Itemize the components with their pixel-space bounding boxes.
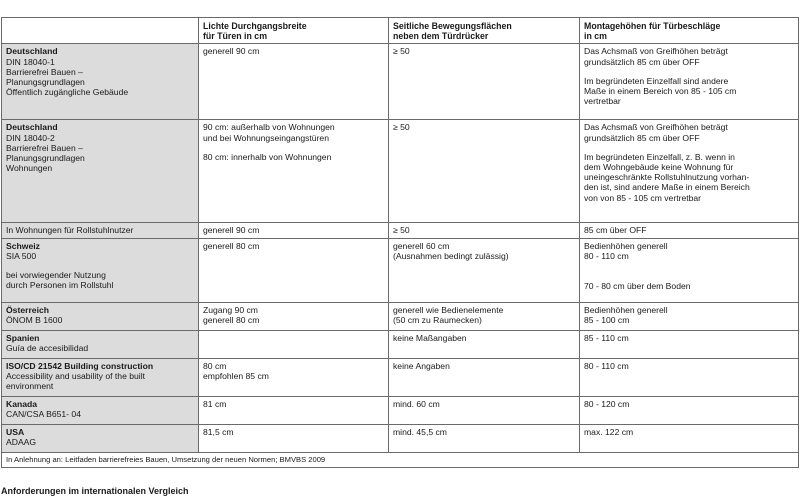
cell-text: Zugang 90 cm	[203, 304, 258, 315]
cell-space	[389, 424, 580, 452]
standard-line: Planungsgrundlagen	[6, 153, 85, 164]
header-text: Montagehöhen für Türbeschläge	[584, 21, 721, 31]
row-label	[2, 120, 199, 223]
cell-text: generell 80 cm	[203, 240, 260, 251]
cell-space	[389, 302, 580, 330]
cell-text: ≥ 50	[393, 122, 410, 133]
standard-line: Barrierefrei Bauen –	[6, 66, 83, 77]
row-label	[2, 396, 199, 424]
row-label	[2, 238, 199, 302]
table-row	[2, 302, 799, 330]
cell-text: uneingeschränkte Rollstuhlnutzung vorhan-	[584, 172, 750, 183]
cell-height	[580, 424, 799, 452]
standard-line: ADAAG	[6, 436, 37, 447]
cell-text: grundsätzlich 85 cm über OFF	[584, 132, 700, 143]
cell-space	[389, 358, 580, 396]
cell-height	[580, 330, 799, 358]
row-label	[2, 302, 199, 330]
header-blank	[2, 18, 199, 44]
standard-line: Guía de accesibilidad	[6, 342, 89, 353]
cell-text: Maße in einem Bereich von 85 - 105 cm	[584, 86, 737, 97]
cell-text: Das Achsmaß von Greifhöhen beträgt	[584, 46, 728, 57]
cell-text: 85 - 110 cm	[584, 332, 629, 343]
cell-text: 85 - 100 cm	[584, 314, 630, 325]
cell-text: von von 85 - 105 cm vertretbar	[584, 192, 702, 203]
country-name: Deutschland	[6, 122, 58, 133]
standard-line: Accessibility and usability of the built	[6, 370, 146, 381]
cell-width	[199, 223, 389, 238]
cell-height	[580, 358, 799, 396]
cell-height	[580, 120, 799, 223]
cell-width	[199, 238, 389, 302]
country-name: Deutschland	[6, 46, 58, 57]
standard-line: Planungsgrundlagen	[6, 77, 85, 88]
cell-text: grundsätzlich 85 cm über OFF	[584, 56, 700, 67]
cell-width	[199, 44, 389, 120]
country-name: Spanien	[6, 332, 40, 343]
cell-width	[199, 396, 389, 424]
row-label	[2, 358, 199, 396]
cell-space	[389, 120, 580, 223]
cell-text: generell wie Bedienelemente	[393, 304, 504, 315]
cell-width	[199, 120, 389, 223]
table-row	[2, 424, 799, 452]
standard-line: durch Personen im Rollstuhl	[6, 280, 114, 291]
cell-height	[580, 302, 799, 330]
cell-text: Bedienhöhen generell	[584, 304, 668, 315]
header-text: in cm	[584, 31, 607, 42]
cell-text: ≥ 50	[393, 46, 410, 57]
header-door-width	[199, 18, 389, 44]
cell-height	[580, 223, 799, 238]
cell-text: keine Maßangaben	[393, 332, 467, 343]
cell-text: 80 cm	[203, 360, 227, 371]
table-row	[2, 358, 799, 396]
footnote-row	[2, 452, 799, 467]
standard-line: environment	[6, 381, 54, 392]
header-mounting-height	[580, 18, 799, 44]
standard-line: Wohnungen	[6, 163, 53, 174]
cell-space	[389, 396, 580, 424]
standard-line: SIA 500	[6, 250, 37, 261]
cell-text: generell 90 cm	[203, 46, 260, 57]
table-caption: Anforderungen im internationalen Vergleich	[1, 486, 189, 496]
header-text: für Türen in cm	[203, 31, 268, 42]
cell-space	[389, 223, 580, 238]
cell-text: und bei Wohnungseingangstüren	[203, 132, 329, 143]
cell-text: 81 cm	[203, 398, 227, 409]
cell-text: generell 80 cm	[203, 314, 260, 325]
row-label	[2, 223, 199, 238]
standard-line: bei vorwiegender Nutzung	[6, 270, 106, 281]
row-label	[2, 424, 199, 452]
standard-line: ÖNOM B 1600	[6, 314, 63, 325]
cell-text: keine Angaben	[393, 360, 450, 371]
cell-space	[389, 330, 580, 358]
table-row	[2, 120, 799, 223]
table-row	[2, 44, 799, 120]
cell-text: In Wohnungen für Rollstuhlnutzer	[6, 225, 134, 236]
table-row	[2, 330, 799, 358]
cell-text: dem Wohngebäude keine Wohnung für	[584, 162, 734, 173]
header-side-space	[389, 18, 580, 44]
cell-text: Im begründeten Einzelfall, z. B. wenn in	[584, 151, 735, 162]
row-label	[2, 44, 199, 120]
cell-text: Im begründeten Einzelfall sind andere	[584, 75, 729, 86]
standard-line: CAN/CSA B651- 04	[6, 408, 81, 419]
comparison-table	[1, 17, 799, 468]
cell-text: mind. 45,5 cm	[393, 426, 447, 437]
cell-width	[199, 330, 389, 358]
table-row	[2, 396, 799, 424]
table-row	[2, 238, 799, 302]
row-label	[2, 330, 199, 358]
cell-text: 81,5 cm	[203, 426, 234, 437]
standard-line: DIN 18040-1	[6, 56, 55, 67]
country-name: Schweiz	[6, 240, 40, 251]
cell-text: 80 - 110 cm	[584, 250, 629, 261]
cell-text: ≥ 50	[393, 225, 410, 236]
country-name: ISO/CD 21542 Building construction	[6, 360, 154, 371]
cell-width	[199, 358, 389, 396]
cell-height	[580, 238, 799, 302]
cell-text: generell 90 cm	[203, 225, 260, 236]
cell-text: mind. 60 cm	[393, 398, 440, 409]
cell-text: 80 cm: innerhalb von Wohnungen	[203, 151, 332, 162]
cell-text: Das Achsmaß von Greifhöhen beträgt	[584, 122, 728, 133]
comparison-table-wrapper	[1, 17, 799, 468]
cell-space	[389, 44, 580, 120]
country-name: Österreich	[6, 304, 49, 315]
standard-line: DIN 18040-2	[6, 132, 55, 143]
cell-text: 90 cm: außerhalb von Wohnungen	[203, 122, 335, 133]
cell-text: Bedienhöhen generell	[584, 240, 668, 251]
header-row	[2, 18, 799, 44]
header-text: Lichte Durchgangsbreite	[203, 21, 307, 31]
country-name: Kanada	[6, 398, 38, 409]
header-text: Seitliche Bewegungsflächen	[393, 21, 512, 31]
cell-text: den ist, sind andere Maße in einem Bereich	[584, 182, 750, 193]
cell-text: 70 - 80 cm über dem Boden	[584, 281, 691, 292]
country-name: USA	[6, 426, 25, 437]
cell-space	[389, 238, 580, 302]
cell-text: generell 60 cm	[393, 240, 450, 251]
cell-text: 85 cm über OFF	[584, 225, 647, 236]
cell-text: (50 cm zu Raumecken)	[393, 314, 482, 325]
table-row	[2, 223, 799, 238]
cell-text: max. 122 cm	[584, 426, 634, 437]
cell-text: vertretbar	[584, 96, 621, 107]
footnote: In Anlehnung an: Leitfaden barrierefreies Bauen, Umsetzung der neuen Normen; BMVBS 2009	[2, 452, 799, 467]
cell-text: empfohlen 85 cm	[203, 370, 269, 381]
standard-line: Öffentlich zugängliche Gebäude	[6, 87, 129, 98]
cell-text: (Ausnahmen bedingt zulässig)	[393, 250, 509, 261]
cell-width	[199, 424, 389, 452]
cell-text: 80 - 120 cm	[584, 398, 630, 409]
standard-line: Barrierefrei Bauen –	[6, 142, 83, 153]
header-text: neben dem Türdrücker	[393, 31, 489, 42]
cell-height	[580, 44, 799, 120]
cell-width	[199, 302, 389, 330]
cell-height	[580, 396, 799, 424]
cell-text: 80 - 110 cm	[584, 360, 629, 371]
